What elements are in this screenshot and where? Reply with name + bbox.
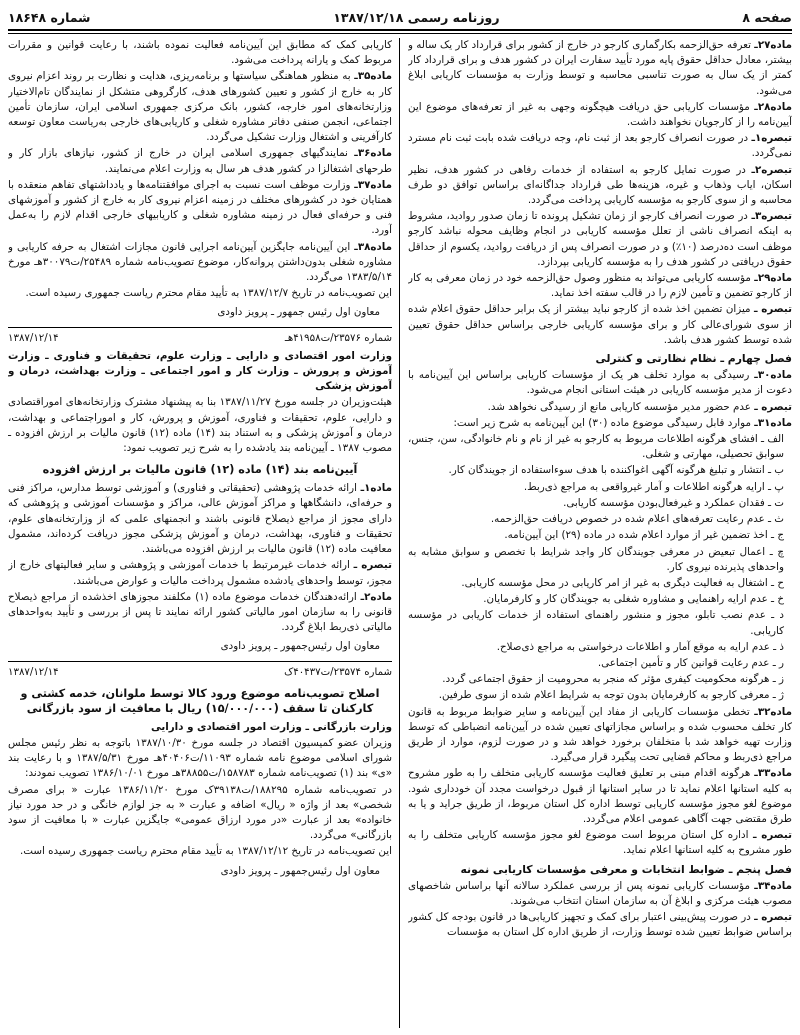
violation-item: الف ـ افشای هرگونه اطلاعات مربوط به کارجو به غیر از نام و نام خانوادگی، سن، جنس، سوابق تحصیلی، مهارتی و شغلی. bbox=[408, 433, 784, 461]
header-rule bbox=[8, 29, 792, 31]
article-text: وزارت موظف است نسبت به اجرای موافقتنامه‌ها و یادداشتهای تفاهم منعقده با همتایان خود در کشورهای مختلف در زمینه اعزام نیروی کار به خارج از کشور و آموزشهای فنی و حرفه‌ای فعال در زمینه مشاوره شغلی و کاریابیهای خارجی اقدام لازم را به‌عمل آورد. bbox=[8, 178, 392, 237]
notice3-addressees: وزارت بازرگانی ـ وزارت امور اقتصادی و دارایی bbox=[150, 720, 392, 733]
article-group-4 bbox=[408, 879, 792, 941]
notice2-articles bbox=[8, 481, 392, 635]
newspaper-title: روزنامه رسمی ۱۳۸۷/۱۲/۱۸ bbox=[333, 9, 500, 25]
article-label: ماده۳۷ـ bbox=[354, 178, 392, 191]
article-text: در صورت انصراف کارجو از زمان تشکیل پرونده تا زمان صدور روادید، مشروط به اینکه انصراف ناشی از تعلل مؤسسه کاریابی در انجام وظایف محوله نباشد کارجو موظف است ده‌درصد (۱۰٪) و در صورت انصراف پس از دریافت روادید، یکسوم از حداقل حقوق دریافتی در کشور هدف را به مؤسسه کاریابی بپردازد. bbox=[408, 210, 792, 268]
article-text: مؤسسه کاریابی می‌تواند به منظور وصول حق‌الزحمه خود در زمان معرفی به کار از کارجو تضمین و تأمین لازم را در قالب سفته اخذ نماید. bbox=[408, 272, 792, 300]
article-label: تبصره ـ bbox=[752, 829, 792, 842]
violation-item: چ ـ اعمال تبعیض در معرفی جویندگان کار واجد شرایط با تخصص و سوابق مشابه به واحدهای پذیرنده نیروی کار. bbox=[408, 545, 784, 573]
article-text: در صورت پیش‌بینی اعتبار برای کمک و تجهیز کاریابی‌ها در قانون بودجه کل کشور براساس ضوابط تعیین شده توسط وزارت، از طریق اداره کل استان به مؤسسات bbox=[408, 911, 792, 939]
notice3-amendment: در تصویب‌نامه شماره ۱۸۸۲۹۵/ت۳۹۱۳۸ک مورخ ۱۳۸۶/۱۱/۲۰ عبارت « برای مصرف شخصی» بعد از واژه « ریال» اضافه و عبارت « به جز لوازم خانگی و در حد مورد نیاز خانواده» بعد از عبارت «در مورد ارزاق عمومی» جایگزین عبارت « با معافیت از سود بازرگانی» می‌گردد. bbox=[8, 783, 392, 842]
article-paragraph bbox=[8, 178, 392, 239]
article-group-1 bbox=[408, 38, 792, 348]
article-text: این تصویب‌نامه در تاریخ ۱۳۸۷/۱۲/۷ به تأیید مقام محترم ریاست جمهوری رسیده است. bbox=[25, 287, 392, 300]
chapter5-heading: فصل پنجم ـ ضوابط انتخابات و معرفی مؤسسات کاریابی نمونه bbox=[460, 862, 792, 876]
notice2-body: هیئت‌وزیران در جلسه مورخ ۱۳۸۷/۱۱/۲۷ بنا به پیشنهاد مشترک وزارتخانه‌های اموراقتصادی و دارایی، علوم، تحقیقات و فناوری، آموزش و پرورش، کار و اموراجتماعی و بهداشت، درمان و آموزش پزشکی و به استناد بند (۱۴) ماده (۱۲) قانون مالیات بر ارزش افزوده ـ مصوب ۱۳۸۷ ـ آیین‌نامه بند یادشده را به شرح زیر تصویب نمود: bbox=[8, 396, 392, 455]
article-paragraph bbox=[408, 100, 792, 130]
violation-item: د ـ عدم نصب تابلو، مجوز و منشور راهنمای استفاده از خدمات کاریابی در مؤسسه کاریابی. bbox=[408, 609, 784, 637]
article-label: تبصره ـ bbox=[754, 400, 792, 413]
article-text: مؤسسات کاریابی حق دریافت هیچگونه وجهی به غیر از تعرفه‌های موضوع این آیین‌نامه را از کارجویان نخواهند داشت. bbox=[408, 100, 792, 129]
article-label: ماده۲ـ bbox=[360, 590, 392, 603]
notice3-number: شماره ۲۳۵۷۴/ت۴۰۴۳۷ک bbox=[284, 666, 392, 678]
article-text: رسیدگی به موارد تخلف هر یک از مؤسسات کاریابی براساس این آیین‌نامه با دعوت از مدیر مؤسسه کاریابی در هیئت استانی انجام می‌شود. bbox=[408, 369, 792, 397]
violation-item: ح ـ اشتغال به فعالیت دیگری به غیر از امر کاریابی در محل مؤسسه کاریابی. bbox=[461, 576, 784, 589]
article-label: ماده۳۱ـ bbox=[754, 416, 792, 429]
article-label: ماده۲۹ـ bbox=[754, 272, 792, 285]
notice-divider bbox=[8, 661, 392, 662]
issue-number: شماره ۱۸۶۴۸ bbox=[8, 9, 91, 25]
article-text: این آیین‌نامه جایگزین آیین‌نامه اجرایی قانون مجازات اشتغال به حرفه کاریابی و مشاوره شغلی بدون‌داشتن پروانه‌کار، موضوع تصویب‌نامه شماره ۲۵۴۸۹/ت۳۰۰۷۹هـ مورخ ۱۳۸۳/۵/۱۴ می‌گردد. bbox=[8, 240, 392, 284]
article-paragraph bbox=[8, 38, 392, 68]
signer-3: معاون اول رئیس‌جمهور ـ پرویز داودی bbox=[220, 864, 380, 877]
article-text: ارائه خدمات پژوهشی (تحقیقاتی و فناوری) و آموزشی توسط مدارس، مراکز فنی و حرفه‌ای، دانشگاهها و مراکز آموزش عالی، مراکز و مؤسسات آموزشی و پژوهشی که دارای مجوز از مراجع ذیصلاح قانونی باشند و انجمنهای علمی که از وزارتخانه‌های علوم، تحقیقات و فناوری، بهداشت، درمان و آموزش پزشکی مجوز دریافت کرده‌اند، مشمول معافیت ماده (۱۲) قانون مالیات بر ارزش افزوده می‌باشند. bbox=[8, 482, 392, 556]
article-label: ماده۲۷ـ bbox=[754, 39, 792, 51]
article-label: تبصره ـ bbox=[754, 303, 792, 316]
header-rule-thin bbox=[8, 33, 792, 34]
article-paragraph bbox=[408, 163, 792, 209]
article-paragraph bbox=[8, 286, 392, 301]
article-text: مؤسسات کاریابی نمونه پس از بررسی عملکرد سالانه آنها براساس شاخصهای مصوب هیئت مرکزی و ابلاغ آن به سازمان استان انتخاب می‌شوند. bbox=[408, 879, 792, 907]
notice2-number: شماره ۲۳۵۷۶/ت۴۱۹۵۸هـ bbox=[284, 332, 392, 344]
article-paragraph bbox=[8, 590, 392, 636]
article-label: ماده۳۶ـ bbox=[354, 147, 392, 160]
violation-item: ذ ـ عدم ارایه به موقع آمار و اطلاعات درخواستی به مراجع ذی‌صلاح. bbox=[496, 640, 784, 653]
article-paragraph bbox=[408, 368, 792, 398]
violations-list bbox=[408, 432, 792, 703]
notice2-meta bbox=[8, 331, 392, 346]
article-text: کاریابی کمک که مطابق این آیین‌نامه فعالیت نموده باشند، با رعایت قوانین و مقررات مربوط کمک و یارانه پرداخت می‌شود. bbox=[8, 39, 392, 67]
notice3-title: اصلاح تصویب‌نامه موضوع ورود کالا توسط ملوانان، خدمه کشتی و کارکنان تا سقف (۱۵/۰۰۰/۰۰۰) ریال با معافیت از سود بازرگانی bbox=[20, 686, 380, 715]
article-paragraph bbox=[408, 131, 792, 161]
article-label: تبصره۲ـ bbox=[751, 163, 792, 176]
article-paragraph bbox=[408, 38, 792, 99]
column-divider bbox=[399, 38, 400, 1028]
notice2-addressees: وزارت امور اقتصادی و دارایی ـ وزارت علوم، تحقیقات و فناوری ـ وزارت آموزش و پرورش ـ وزارت کار و امور اجتماعی ـ وزارت بهداشت، درمان و آموزش پزشکی bbox=[8, 349, 392, 393]
signer-2: معاون اول رئیس‌جمهور ـ پرویز داودی bbox=[220, 640, 380, 653]
notice2-title: آیین‌نامه بند (۱۴) ماده (۱۲) قانون مالیات بر ارزش افزوده bbox=[42, 463, 358, 477]
article-text: در صورت تمایل کارجو به استفاده از خدمات رفاهی در کشور هدف، نظیر اسکان، ایاب وذهاب و غیره، هزینه‌ها طی قرارداد جداگانه‌ای براساس توافق دو طرف محاسبه و از سوی کارجو به مؤسسه کاریابی پرداخت می‌گردد. bbox=[408, 163, 792, 207]
left-column bbox=[8, 38, 392, 1028]
violation-item: پ ـ ارایه هرگونه اطلاعات و آمار غیرواقعی به مراجع ذی‌ربط. bbox=[523, 480, 784, 493]
article-group-3 bbox=[408, 705, 792, 859]
article-group-2 bbox=[408, 368, 792, 431]
article-label: ماده۳۸ـ bbox=[354, 240, 392, 253]
article-label: ماده۳۳ـ bbox=[754, 767, 792, 780]
right-column bbox=[408, 38, 792, 1028]
article-text: میزان تضمین اخذ شده از کارجو نباید بیشتر از یک برابر حداقل حقوق اعلام شده از سوی شورای‌عالی کار و برای مؤسسه کاریابی خارجی براساس حداقل حقوق تعیین شده توسط کشور هدف باشد. bbox=[408, 303, 792, 346]
notice3-meta bbox=[8, 665, 392, 680]
article-text: ارائه خدمات غیرمرتبط با خدمات آموزشی و پژوهشی و سایر فعالیتهای خارج از مجوز، توسط واحدهای یادشده مشمول پرداخت مالیات و عوارض می‌باشند. bbox=[8, 559, 392, 587]
signer-1: معاون اول رئیس جمهور ـ پرویز داودی bbox=[217, 306, 380, 319]
article-paragraph bbox=[8, 481, 392, 557]
article-paragraph bbox=[408, 910, 792, 940]
violation-item: ت ـ فقدان عملکرد و غیرفعال‌بودن مؤسسه کاریابی. bbox=[563, 496, 784, 509]
notice3-date: ۱۳۸۷/۱۲/۱۴ bbox=[8, 666, 59, 678]
article-label: ماده۲۸ـ bbox=[754, 100, 792, 113]
violation-item: ب ـ انتشار و تبلیغ هرگونه آگهی اغواکننده با هدف سوءاستفاده از جویندگان کار. bbox=[448, 464, 784, 477]
article-label: ماده۱ـ bbox=[360, 482, 392, 495]
article-label: ماده۳۲ـ bbox=[754, 705, 792, 718]
article-paragraph bbox=[8, 558, 392, 588]
article-label: ماده۳۴ـ bbox=[754, 879, 792, 892]
article-label: تبصره۱ـ bbox=[751, 132, 792, 145]
article-paragraph bbox=[408, 302, 792, 348]
article-paragraph bbox=[8, 146, 392, 176]
violation-item: ر ـ عدم رعایت قوانین کار و تأمین اجتماعی. bbox=[597, 656, 784, 669]
article-text: به منظور هماهنگی سیاستها و برنامه‌ریزی، هدایت و نظارت بر روند اعزام نیروی کار به خارج از کشور و تعیین کشورهای هدف، کارگروهی متشکل از نمایندگان تام‌الاختیار وزارتخانه‌های امور خارجه، کشور، بانک مرکزی جمهوری اسلامی ایران، سازمان تأمین اجتماعی، انجمن صنفی دفاتر مشاوره شغلی و کاریابی‌های خارجی به‌ریاست معاون توسعه کارآفرینی و اشتغال وزارت تشکیل می‌گردد. bbox=[8, 70, 392, 144]
article-paragraph bbox=[408, 879, 792, 909]
article-text: نمایندگیهای جمهوری اسلامی ایران در خارج از کشور، نیازهای بازار کار و طرحهای اشتغالزا در کشور هدف هر سال به وزارت اعلام می‌نمایند. bbox=[8, 147, 392, 175]
article-text: هرگونه اقدام مبنی بر تعلیق فعالیت مؤسسه کاریابی متخلف را به طور مشروح به کلیه استانها اعلام نماید تا در سایر استانها از قبول درخواست مجدد آن خودداری شود. موضوع لغو مجوز مؤسسه کاریابی توسط اداره کل استان مربوط، از طریق جراید و یا به طرق مقتضی جهت آگاهی عمومی اعلام می‌گردد. bbox=[408, 767, 792, 825]
article-label: تبصره۳ـ bbox=[751, 210, 792, 223]
article-label: تبصره ـ bbox=[353, 559, 392, 572]
article-text: تخطی مؤسسات کاریابی از مفاد این آیین‌نامه و سایر ضوابط مربوط به قانون کار تخلف محسوب شده و براساس مجازاتهای تعیین شده در آیین‌نامه انضباطی که توسط وزارت تهیه خواهد شد با متخلفان برخورد خواهد شد و در صورت لزوم، موارد از طریق مراجع ذی‌ربط و محاکم قضایی تحت پیگیرد قرار می‌گیرد. bbox=[408, 705, 792, 764]
article-text: عدم حضور مدیر مؤسسه کاریابی مانع از رسیدگی نخواهد شد. bbox=[487, 400, 755, 413]
notice-divider bbox=[8, 327, 392, 328]
notice2-date: ۱۳۸۷/۱۲/۱۴ bbox=[8, 332, 59, 344]
article-label: ماده۳۰ـ bbox=[754, 369, 792, 382]
article-text: موارد قابل رسیدگی موضوع ماده (۳۰) این آیین‌نامه به شرح زیر است: bbox=[453, 416, 755, 429]
violation-item: ژ ـ معرفی کارجو به کارفرمایان بدون توجه به شرایط اعلام شده از سوی طرفین. bbox=[438, 689, 784, 702]
article-paragraph bbox=[408, 705, 792, 766]
article-paragraph bbox=[408, 209, 792, 270]
article-text: در صورت انصراف کارجو بعد از ثبت نام، وجه دریافت شده بابت ثبت نام مسترد نمی‌گردد. bbox=[408, 132, 792, 160]
article-paragraph bbox=[408, 416, 792, 431]
violation-item: ث ـ عدم رعایت تعرفه‌های اعلام شده در خصوص دریافت حق‌الزحمه. bbox=[490, 513, 784, 526]
violation-item: خ ـ عدم ارایه راهنمایی و مشاوره شغلی به جویندگان کار و کارفرمایان. bbox=[483, 593, 784, 606]
page-header bbox=[8, 6, 792, 28]
article-paragraph bbox=[8, 240, 392, 286]
article-group-left-1 bbox=[8, 38, 392, 301]
article-label: تبصره ـ bbox=[754, 911, 792, 924]
article-text: اداره کل استان مربوط است موضوع لغو مجوز مؤسسه کاریابی متخلف را به طور مشروح به کلیه استانها اعلام نماید. bbox=[408, 829, 792, 857]
article-paragraph bbox=[408, 271, 792, 301]
page-number: صفحه ۸ bbox=[742, 9, 792, 25]
article-paragraph bbox=[408, 400, 792, 415]
article-paragraph bbox=[408, 766, 792, 827]
notice3-body: وزیران عضو کمیسیون اقتصاد در جلسه مورخ ۱۳۸۷/۱۰/۳۰ باتوجه به نظر رئیس مجلس شورای اسلامی موضوع نامه شماره ۱۱۰۹۳/ت۴۰۴۰۶هـ مورخ ۱۳۸۷/۵/۳۱ و با رعایت بند «ی» بند (۱) تصویب‌نامه شماره ۱۵۸۷۸۳/ت۳۸۸۵۵هـ مورخ ۱۳۸۶/۱۰/۰۱ تصویب نمودند: bbox=[8, 736, 392, 780]
violation-item: ج ـ اخذ تضمین غیر از موارد اعلام شده در ماده (۲۹) این آیین‌نامه. bbox=[504, 529, 784, 542]
violation-item: ز ـ هرگونه محکومیت کیفری مؤثر که منجر به محرومیت از حقوق اجتماعی گردد. bbox=[442, 673, 784, 686]
notice3-approval: این تصویب‌نامه در تاریخ ۱۳۸۷/۱۲/۱۲ به تأیید مقام محترم ریاست جمهوری رسیده است. bbox=[19, 845, 392, 858]
article-label: ماده۳۵ـ bbox=[354, 70, 392, 83]
article-text: تعرفه حق‌الزحمه بکارگماری کارجو در خارج از کشور برای قرارداد کار یک ساله و بیشتر، معادل حداقل حقوق پایه مورد تأیید سفارت ایران در کشور هدف و برای قرارداد کار کمتر از یک سال به صورت تناسبی محاسبه و توسط وزارت به مؤسسات کاریابی ابلاغ می‌شود. bbox=[408, 39, 792, 97]
article-text: ارائه‌دهندگان خدمات موضوع ماده (۱) مکلفند مجوزهای اخذشده از مراجع ذیصلاح قانونی را به سازمان امور مالیاتی کشور ارائه نمایند تا پس از بررسی و تأیید به‌واحدهای مالیاتی ذی‌ربط ابلاغ گردد. bbox=[8, 590, 392, 634]
chapter4-heading: فصل چهارم ـ نظام نظارتی و کنترلی bbox=[595, 352, 792, 366]
article-paragraph bbox=[8, 69, 392, 145]
article-paragraph bbox=[408, 828, 792, 858]
